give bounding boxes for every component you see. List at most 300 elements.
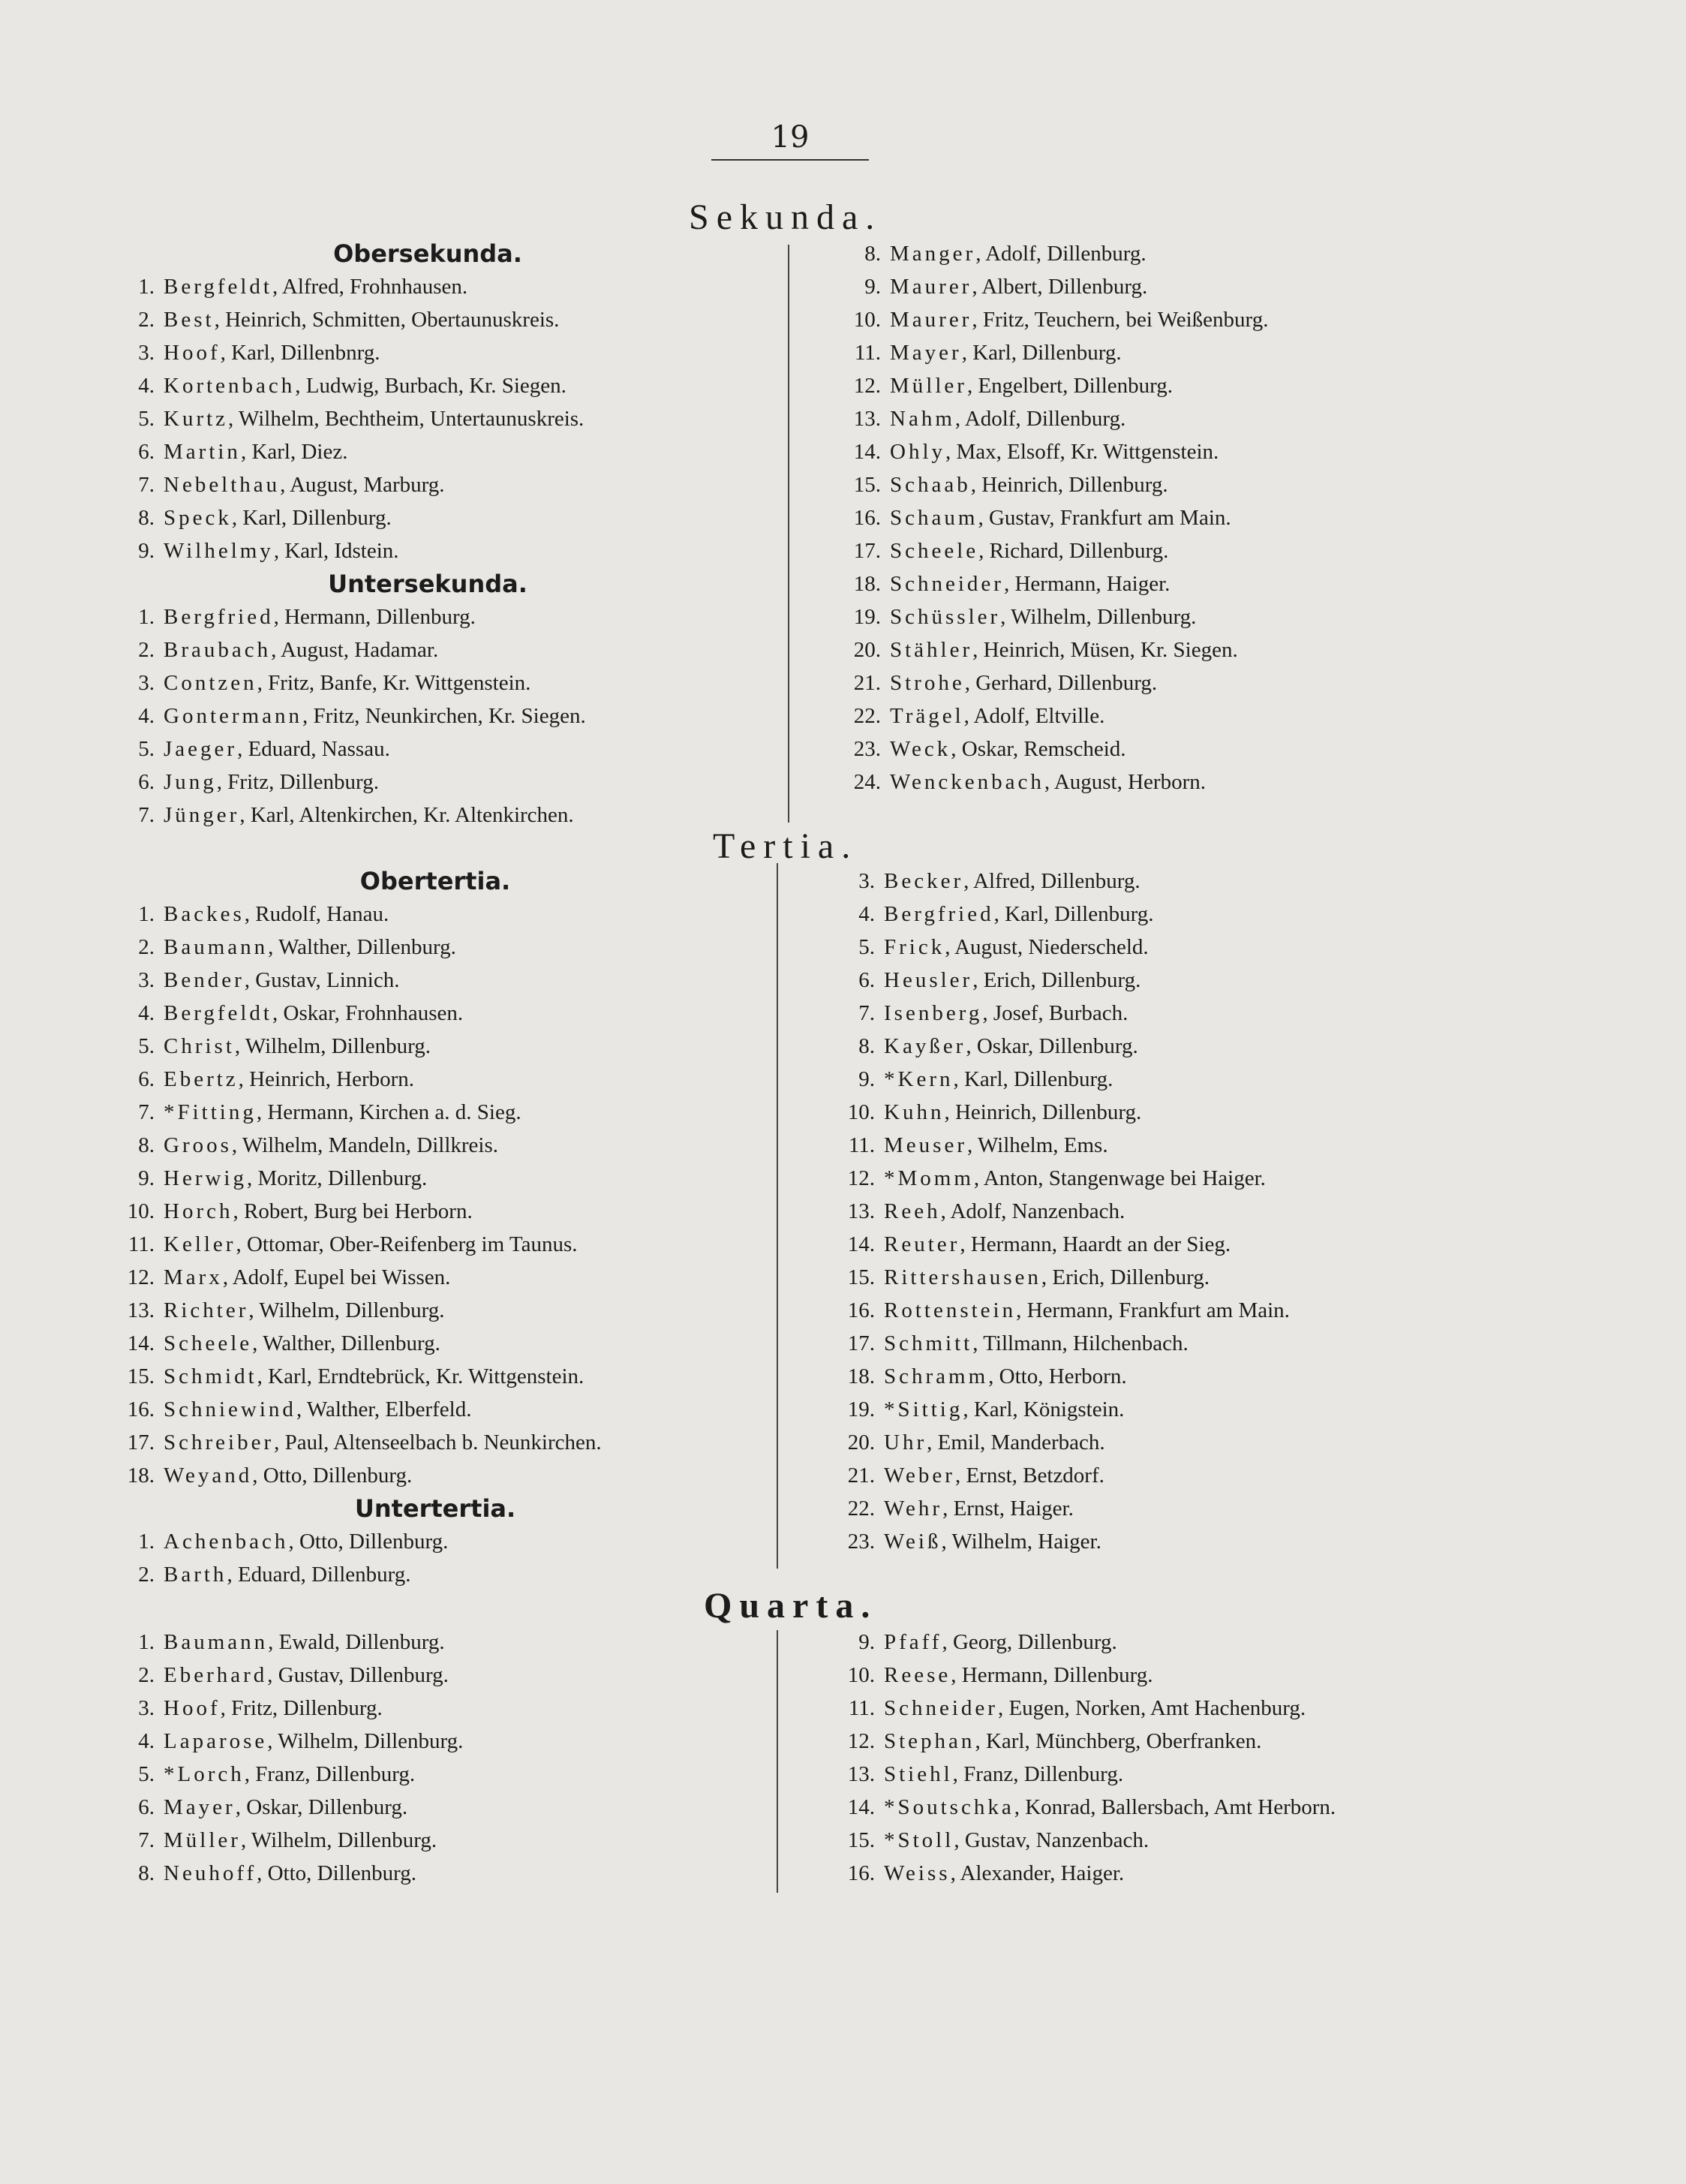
list-item — [113, 1626, 758, 1659]
item-number: 18. — [853, 572, 881, 596]
item-number: 7. — [858, 1001, 875, 1025]
item-number: 8. — [858, 1034, 875, 1058]
item-number: 5. — [138, 737, 155, 761]
item-number: 3. — [138, 671, 155, 695]
list-item — [839, 567, 1514, 600]
student-details: , Wilhelm, Dillenburg. — [248, 1298, 445, 1322]
list-item — [833, 1492, 1523, 1525]
item-number: 7. — [138, 473, 155, 497]
list-item — [833, 898, 1523, 931]
item-number: 9. — [858, 1630, 875, 1654]
student-surname: *Momm — [884, 1166, 974, 1190]
student-details: , Georg, Dillenburg. — [942, 1630, 1117, 1654]
student-details: , Gustav, Linnich. — [244, 968, 400, 992]
list-item — [113, 1459, 758, 1492]
student-details: , August, Marburg. — [280, 473, 445, 497]
list-item — [833, 1758, 1546, 1791]
list-item — [833, 1525, 1523, 1558]
student-surname: Trägel — [890, 704, 964, 728]
item-number: 5. — [138, 1762, 155, 1786]
page-number-rule — [711, 159, 869, 161]
item-number: 15. — [847, 1265, 875, 1289]
item-number: 12. — [847, 1166, 875, 1190]
student-details: , Fritz, Dillenburg. — [216, 770, 379, 794]
list-item — [839, 468, 1514, 501]
item-number: 9. — [864, 275, 881, 299]
item-number: 15. — [853, 473, 881, 497]
student-surname: Kayßer — [884, 1034, 966, 1058]
list-item — [833, 1459, 1523, 1492]
student-surname: Müller — [164, 1828, 241, 1852]
list-item — [113, 1393, 758, 1426]
student-details: , August, Herborn. — [1044, 770, 1206, 794]
quarta-left-list — [113, 1626, 758, 1890]
item-number: 6. — [138, 440, 155, 464]
item-number: 6. — [138, 1067, 155, 1091]
item-number: 5. — [858, 935, 875, 959]
sekunda-right-column — [839, 237, 1514, 799]
item-number: 10. — [847, 1100, 875, 1124]
item-number: 8. — [138, 1861, 155, 1885]
student-details: , Oskar, Dillenburg. — [235, 1795, 408, 1819]
student-surname: Bergfried — [884, 902, 994, 926]
student-details: , Oskar, Frohnhausen. — [272, 1001, 464, 1025]
list-item — [113, 600, 743, 633]
student-details: , Hermann, Haardt an der Sieg. — [960, 1232, 1231, 1256]
list-item — [113, 1426, 758, 1459]
student-details: , Otto, Dillenburg. — [252, 1464, 413, 1488]
item-number: 12. — [127, 1265, 155, 1289]
student-surname: Manger — [890, 242, 976, 266]
student-surname: Schmitt — [884, 1331, 973, 1355]
item-number: 14. — [847, 1795, 875, 1819]
student-details: , Hermann, Kirchen a. d. Sieg. — [256, 1100, 521, 1124]
list-item — [839, 369, 1514, 402]
student-surname: Hoof — [164, 1696, 221, 1720]
list-item — [833, 1791, 1546, 1824]
student-surname: Schaab — [890, 473, 971, 497]
item-number: 4. — [858, 902, 875, 926]
list-item — [113, 1030, 758, 1063]
student-surname: Schreiber — [164, 1430, 275, 1454]
list-item — [833, 964, 1523, 997]
student-details: , Oskar, Dillenburg. — [966, 1034, 1138, 1058]
student-surname: Mayer — [890, 341, 962, 365]
student-surname: Meuser — [884, 1133, 967, 1157]
student-details: , Heinrich, Müsen, Kr. Siegen. — [972, 638, 1238, 662]
untertertia-list — [113, 1525, 758, 1591]
student-details: , Adolf, Dillenburg. — [975, 242, 1147, 266]
list-item — [839, 303, 1514, 336]
list-item — [833, 1725, 1546, 1758]
student-details: , Eduard, Dillenburg. — [227, 1563, 411, 1587]
item-number: 17. — [853, 539, 881, 563]
list-item — [839, 633, 1514, 666]
student-surname: *Soutschka — [884, 1795, 1014, 1819]
subsection-title-untertertia: Untertertia. — [354, 1494, 516, 1523]
list-item — [839, 435, 1514, 468]
student-surname: *Stoll — [884, 1828, 954, 1852]
student-surname: Rottenstein — [884, 1298, 1017, 1322]
student-details: , Franz, Dillenburg. — [244, 1762, 416, 1786]
student-details: , Moritz, Dillenburg. — [246, 1166, 428, 1190]
student-details: , Adolf, Nanzenbach. — [940, 1199, 1126, 1223]
tertia-right-list — [833, 865, 1523, 1558]
list-item — [833, 1063, 1523, 1096]
item-number: 20. — [853, 638, 881, 662]
student-surname: Schüssler — [890, 605, 1001, 629]
list-item — [113, 468, 743, 501]
item-number: 1. — [138, 902, 155, 926]
list-item — [113, 1692, 758, 1725]
list-item — [833, 1426, 1523, 1459]
item-number: 6. — [138, 1795, 155, 1819]
list-item — [113, 534, 743, 567]
item-number: 22. — [847, 1497, 875, 1521]
student-details: , Alfred, Frohnhausen. — [272, 275, 468, 299]
student-details: , Hermann, Dillenburg. — [951, 1663, 1153, 1687]
student-details: , Robert, Burg bei Herborn. — [233, 1199, 473, 1223]
student-details: , Wilhelm, Dillenburg. — [240, 1828, 437, 1852]
student-details: , Franz, Dillenburg. — [952, 1762, 1124, 1786]
item-number: 3. — [138, 341, 155, 365]
list-item — [839, 766, 1514, 799]
student-details: , Fritz, Teuchern, bei Weißenburg. — [972, 308, 1269, 332]
item-number: 20. — [847, 1430, 875, 1454]
student-surname: Schniewind — [164, 1397, 296, 1421]
student-surname: Nahm — [890, 407, 955, 431]
student-details: , Adolf, Eltville. — [963, 704, 1105, 728]
list-item — [833, 1030, 1523, 1063]
student-details: , Josef, Burbach. — [982, 1001, 1129, 1025]
item-number: 14. — [853, 440, 881, 464]
student-details: , Ottomar, Ober-Reifenberg im Taunus. — [236, 1232, 578, 1256]
list-item — [113, 799, 743, 832]
item-number: 15. — [127, 1364, 155, 1388]
student-details: , August, Hadamar. — [271, 638, 439, 662]
list-item — [113, 666, 743, 699]
student-surname: Scheele — [164, 1331, 253, 1355]
student-details: , Otto, Dillenburg. — [288, 1530, 449, 1554]
item-number: 16. — [847, 1298, 875, 1322]
student-details: , Oskar, Remscheid. — [951, 737, 1126, 761]
student-details: , Anton, Stangenwage bei Haiger. — [973, 1166, 1266, 1190]
item-number: 19. — [847, 1397, 875, 1421]
student-surname: Jung — [164, 770, 217, 794]
student-details: , Wilhelm, Dillenburg. — [1000, 605, 1197, 629]
student-details: , Fritz, Neunkirchen, Kr. Siegen. — [302, 704, 586, 728]
student-details: , Engelbert, Dillenburg. — [966, 374, 1174, 398]
item-number: 3. — [858, 869, 875, 893]
student-details: , Walther, Dillenburg. — [268, 935, 456, 959]
item-number: 4. — [138, 1001, 155, 1025]
student-surname: Best — [164, 308, 215, 332]
list-item — [113, 1558, 758, 1591]
section-title-sekunda: Sekunda. — [689, 197, 882, 237]
item-number: 7. — [138, 1828, 155, 1852]
list-item — [113, 1758, 758, 1791]
list-item — [113, 1162, 758, 1195]
student-details: , Karl, Münchberg, Oberfranken. — [975, 1729, 1262, 1753]
student-details: , Karl, Idstein. — [273, 539, 399, 563]
student-details: , Ewald, Dillenburg. — [268, 1630, 445, 1654]
student-details: , Wilhelm, Ems. — [966, 1133, 1108, 1157]
student-details: , Erich, Dillenburg. — [1041, 1265, 1210, 1289]
student-surname: Gontermann — [164, 704, 302, 728]
student-surname: Reeh — [884, 1199, 941, 1223]
student-details: , Heinrich, Dillenburg. — [970, 473, 1168, 497]
subsection-title-obertertia: Obertertia. — [359, 867, 511, 895]
list-item — [113, 898, 758, 931]
page-number: 19 — [771, 120, 810, 155]
student-details: , Ernst, Haiger. — [942, 1497, 1074, 1521]
item-number: 18. — [847, 1364, 875, 1388]
item-number: 17. — [127, 1430, 155, 1454]
item-number: 1. — [138, 1530, 155, 1554]
student-details: , Tillmann, Hilchenbach. — [972, 1331, 1189, 1355]
item-number: 3. — [138, 968, 155, 992]
student-surname: Bergfried — [164, 605, 274, 629]
student-details: , Gustav, Dillenburg. — [267, 1663, 449, 1687]
section-title-quarta: Quarta. — [704, 1586, 878, 1626]
student-surname: *Sittig — [884, 1397, 963, 1421]
student-surname: Kuhn — [884, 1100, 945, 1124]
student-surname: Keller — [164, 1232, 236, 1256]
item-number: 13. — [847, 1762, 875, 1786]
item-number: 5. — [138, 407, 155, 431]
student-details: , Karl, Altenkirchen, Kr. Altenkirchen. — [239, 803, 574, 827]
student-surname: Frick — [884, 935, 945, 959]
item-number: 1. — [138, 275, 155, 299]
student-surname: Schramm — [884, 1364, 989, 1388]
quarta-left-column — [113, 1626, 758, 1890]
student-details: , Karl, Dillenburg. — [231, 506, 392, 530]
student-surname: Schneider — [884, 1696, 998, 1720]
student-surname: Becker — [884, 869, 964, 893]
item-number: 21. — [847, 1464, 875, 1488]
student-surname: Jaeger — [164, 737, 238, 761]
list-item — [113, 1063, 758, 1096]
item-number: 23. — [853, 737, 881, 761]
item-number: 4. — [138, 374, 155, 398]
student-surname: Maurer — [890, 275, 972, 299]
item-number: 14. — [847, 1232, 875, 1256]
student-surname: Bender — [164, 968, 245, 992]
item-number: 1. — [138, 605, 155, 629]
student-surname: Mayer — [164, 1795, 236, 1819]
item-number: 14. — [127, 1331, 155, 1355]
list-item — [839, 733, 1514, 766]
quarta-right-column — [833, 1626, 1546, 1890]
student-surname: Weber — [884, 1464, 955, 1488]
student-surname: Schmidt — [164, 1364, 257, 1388]
list-item — [833, 1659, 1546, 1692]
sekunda-left-column — [113, 237, 743, 832]
student-surname: Laparose — [164, 1729, 268, 1753]
list-item — [833, 1294, 1523, 1327]
student-surname: Christ — [164, 1034, 235, 1058]
item-number: 2. — [138, 308, 155, 332]
list-item — [113, 1791, 758, 1824]
item-number: 11. — [848, 1133, 875, 1157]
item-number: 8. — [864, 242, 881, 266]
list-item — [833, 1096, 1523, 1129]
student-details: , Wilhelm, Mandeln, Dillkreis. — [231, 1133, 498, 1157]
student-surname: Baumann — [164, 935, 269, 959]
list-item — [833, 1327, 1523, 1360]
item-number: 11. — [128, 1232, 155, 1256]
item-number: 21. — [853, 671, 881, 695]
student-details: , Wilhelm, Haiger. — [941, 1530, 1101, 1554]
item-number: 22. — [853, 704, 881, 728]
list-item — [113, 369, 743, 402]
item-number: 16. — [853, 506, 881, 530]
item-number: 16. — [847, 1861, 875, 1885]
student-details: , Karl, Dillenburg. — [961, 341, 1122, 365]
list-item — [833, 1857, 1546, 1890]
student-details: , Karl, Dillenburg. — [953, 1067, 1113, 1091]
list-item — [839, 402, 1514, 435]
student-surname: Eberhard — [164, 1663, 268, 1687]
item-number: 10. — [127, 1199, 155, 1223]
student-surname: Stephan — [884, 1729, 975, 1753]
item-number: 8. — [138, 1133, 155, 1157]
student-details: , Adolf, Dillenburg. — [954, 407, 1126, 431]
item-number: 7. — [138, 803, 155, 827]
student-details: , Gustav, Nanzenbach. — [954, 1828, 1150, 1852]
list-item — [113, 402, 743, 435]
item-number: 19. — [853, 605, 881, 629]
item-number: 16. — [127, 1397, 155, 1421]
item-number: 24. — [853, 770, 881, 794]
student-details: , Karl, Diez. — [240, 440, 348, 464]
student-surname: Isenberg — [884, 1001, 983, 1025]
list-item — [839, 600, 1514, 633]
list-item — [113, 1327, 758, 1360]
list-item — [113, 1261, 758, 1294]
student-surname: Weyand — [164, 1464, 253, 1488]
list-item — [833, 1824, 1546, 1857]
list-item — [839, 699, 1514, 733]
student-surname: Contzen — [164, 671, 257, 695]
item-number: 13. — [847, 1199, 875, 1223]
student-surname: Martin — [164, 440, 241, 464]
student-surname: Pfaff — [884, 1630, 942, 1654]
tertia-right-column — [833, 865, 1523, 1558]
student-details: , Walther, Dillenburg. — [252, 1331, 440, 1355]
student-details: , Karl, Dillenbnrg. — [220, 341, 380, 365]
tertia-left-column — [113, 865, 758, 1591]
student-surname: Heusler — [884, 968, 973, 992]
student-details: , August, Niederscheld. — [945, 935, 1149, 959]
student-details: , Richard, Dillenburg. — [978, 539, 1169, 563]
sekunda-right-list — [839, 237, 1514, 799]
item-number: 10. — [847, 1663, 875, 1687]
item-number: 2. — [138, 638, 155, 662]
item-number: 13. — [127, 1298, 155, 1322]
item-number: 2. — [138, 935, 155, 959]
subsection-title-obersekunda: Obersekunda. — [333, 239, 522, 268]
list-item — [839, 237, 1514, 270]
obertertia-list — [113, 898, 758, 1492]
student-details: , Karl, Erndtebrück, Kr. Wittgenstein. — [257, 1364, 585, 1388]
student-details: , Ludwig, Burbach, Kr. Siegen. — [295, 374, 567, 398]
student-details: , Fritz, Dillenburg. — [220, 1696, 383, 1720]
student-details: , Fritz, Banfe, Kr. Wittgenstein. — [257, 671, 531, 695]
student-surname: Baumann — [164, 1630, 269, 1654]
student-details: , Karl, Dillenburg. — [993, 902, 1154, 926]
student-surname: Rittershausen — [884, 1265, 1041, 1289]
student-surname: Maurer — [890, 308, 972, 332]
list-item — [833, 1393, 1523, 1426]
student-surname: Stiehl — [884, 1762, 953, 1786]
list-item — [833, 865, 1523, 898]
student-surname: Braubach — [164, 638, 272, 662]
student-surname: Neuhoff — [164, 1861, 257, 1885]
student-surname: Wenckenbach — [890, 770, 1044, 794]
list-item — [113, 964, 758, 997]
list-item — [833, 931, 1523, 964]
list-item — [113, 699, 743, 733]
list-item — [833, 1261, 1523, 1294]
student-surname: Müller — [890, 374, 967, 398]
item-number: 6. — [138, 770, 155, 794]
student-surname: Schaum — [890, 506, 978, 530]
student-details: , Adolf, Eupel bei Wissen. — [222, 1265, 451, 1289]
list-item — [833, 1228, 1523, 1261]
student-surname: *Fitting — [164, 1100, 257, 1124]
student-surname: Jünger — [164, 803, 240, 827]
untersekunda-list — [113, 600, 743, 832]
student-details: , Heinrich, Dillenburg. — [944, 1100, 1142, 1124]
list-item — [113, 1096, 758, 1129]
list-item — [839, 666, 1514, 699]
list-item — [113, 997, 758, 1030]
column-divider-quarta — [777, 1630, 778, 1893]
student-details: , Gustav, Frankfurt am Main. — [978, 506, 1231, 530]
list-item — [113, 1360, 758, 1393]
student-details: , Otto, Herborn. — [988, 1364, 1127, 1388]
student-details: , Erich, Dillenburg. — [972, 968, 1141, 992]
student-details: , Konrad, Ballersbach, Amt Herborn. — [1014, 1795, 1336, 1819]
student-details: , Karl, Königstein. — [963, 1397, 1125, 1421]
student-surname: Marx — [164, 1265, 223, 1289]
list-item — [839, 501, 1514, 534]
list-item — [113, 1294, 758, 1327]
student-details: , Heinrich, Herborn. — [238, 1067, 415, 1091]
item-number: 2. — [138, 1563, 155, 1587]
item-number: 8. — [138, 506, 155, 530]
student-surname: Achenbach — [164, 1530, 289, 1554]
student-details: , Eduard, Nassau. — [237, 737, 390, 761]
student-surname: *Kern — [884, 1067, 954, 1091]
student-details: , Alexander, Haiger. — [950, 1861, 1125, 1885]
student-surname: Barth — [164, 1563, 227, 1587]
item-number: 5. — [138, 1034, 155, 1058]
list-item — [113, 1129, 758, 1162]
student-details: , Wilhelm, Dillenburg. — [234, 1034, 431, 1058]
list-item — [113, 633, 743, 666]
list-item — [833, 1195, 1523, 1228]
quarta-right-list — [833, 1626, 1546, 1890]
student-surname: Bergfeldt — [164, 275, 272, 299]
student-surname: Reese — [884, 1663, 951, 1687]
student-surname: Wehr — [884, 1497, 943, 1521]
student-surname: Ebertz — [164, 1067, 239, 1091]
student-surname: Stähler — [890, 638, 973, 662]
section-title-tertia: Tertia. — [713, 826, 858, 866]
item-number: 11. — [848, 1696, 875, 1720]
